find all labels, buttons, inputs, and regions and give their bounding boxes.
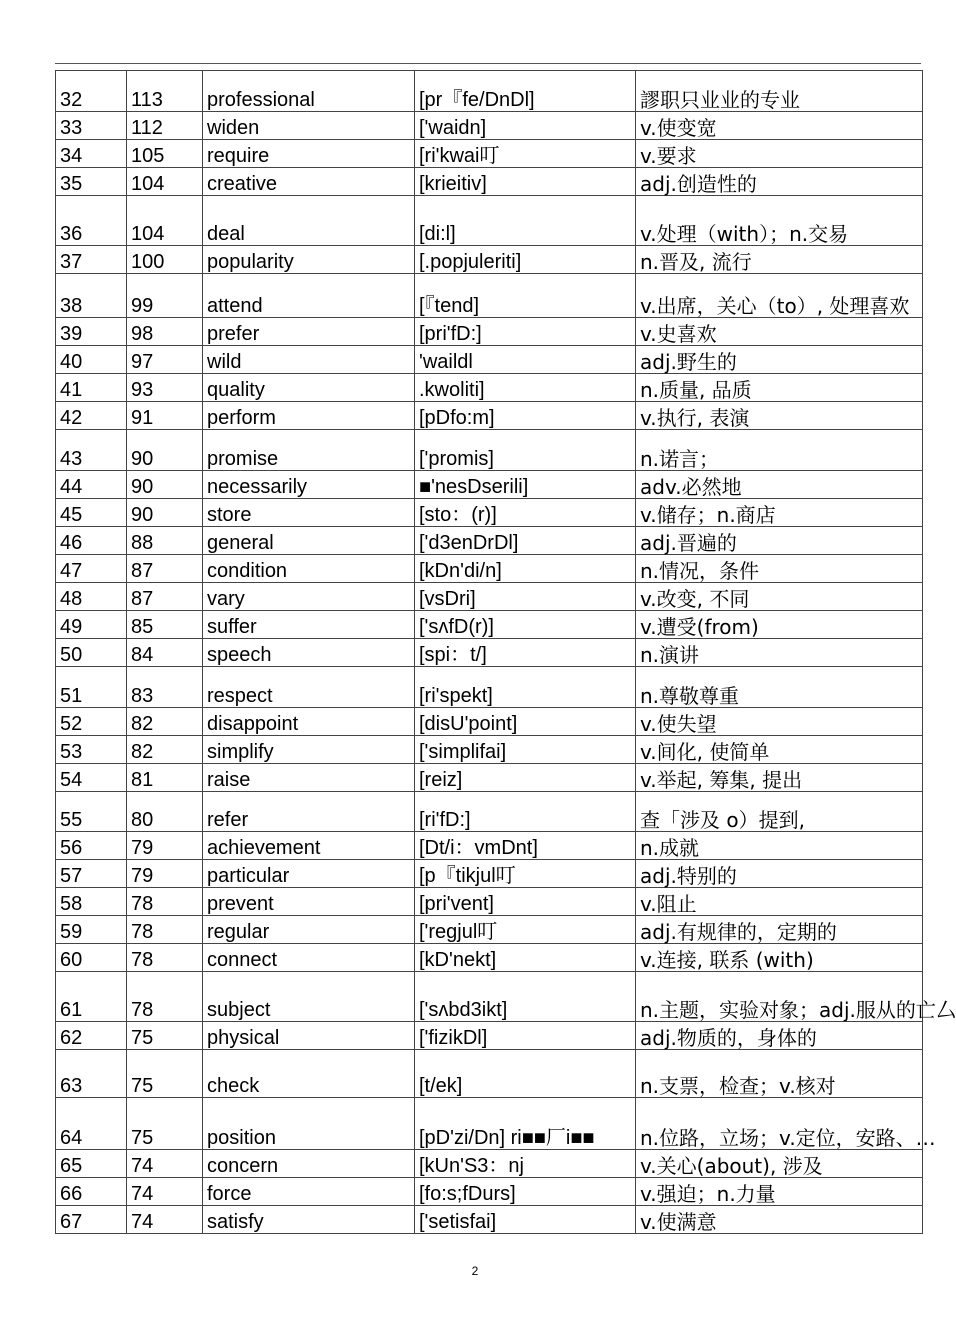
phonetic-cell: ['waidn] — [415, 112, 636, 140]
phonetic-cell: [ri'fD:] — [415, 792, 636, 832]
definition-cell: n.质量, 品质 — [636, 374, 923, 402]
frequency-cell: 104 — [127, 196, 203, 246]
table-row — [56, 196, 923, 246]
row-number-cell: 66 — [56, 1178, 127, 1206]
phonetic-cell: [pri'vent] — [415, 888, 636, 916]
frequency-cell: 90 — [127, 430, 203, 471]
table-row — [56, 1206, 923, 1234]
frequency-cell: 90 — [127, 471, 203, 499]
definition-cell: adv.必然地 — [636, 471, 923, 499]
word-cell: subject — [203, 972, 415, 1022]
frequency-cell: 74 — [127, 1150, 203, 1178]
phonetic-cell: ['simplifai] — [415, 736, 636, 764]
word-cell: attend — [203, 274, 415, 318]
phonetic-cell: ['setisfai] — [415, 1206, 636, 1234]
table-row — [56, 667, 923, 708]
word-cell: concern — [203, 1150, 415, 1178]
row-number-cell: 58 — [56, 888, 127, 916]
word-cell: professional — [203, 71, 415, 112]
row-number-cell: 65 — [56, 1150, 127, 1178]
phonetic-cell: [vsDri] — [415, 583, 636, 611]
table-row — [56, 944, 923, 972]
word-cell: simplify — [203, 736, 415, 764]
word-cell: prevent — [203, 888, 415, 916]
table-row — [56, 71, 923, 112]
row-number-cell: 48 — [56, 583, 127, 611]
row-number-cell: 41 — [56, 374, 127, 402]
frequency-cell: 80 — [127, 792, 203, 832]
word-cell: popularity — [203, 246, 415, 274]
word-cell: raise — [203, 764, 415, 792]
table-row — [56, 583, 923, 611]
table-row — [56, 832, 923, 860]
row-number-cell: 54 — [56, 764, 127, 792]
word-cell: satisfy — [203, 1206, 415, 1234]
definition-cell: n.主题，实验对象；adj.服从的亡厶 — [636, 972, 923, 1022]
phonetic-cell: [spi：t/] — [415, 639, 636, 667]
phonetic-cell: ['regjul叮 — [415, 916, 636, 944]
row-number-cell: 52 — [56, 708, 127, 736]
word-cell: widen — [203, 112, 415, 140]
word-cell: general — [203, 527, 415, 555]
definition-cell: v.储存；n.商店 — [636, 499, 923, 527]
frequency-cell: 99 — [127, 274, 203, 318]
word-cell: achievement — [203, 832, 415, 860]
phonetic-cell: [fo:s;fDurs] — [415, 1178, 636, 1206]
row-number-cell: 51 — [56, 667, 127, 708]
definition-cell: n.位路，立场；v.定位，安路、… — [636, 1098, 923, 1150]
phonetic-cell: [『tend] — [415, 274, 636, 318]
table-row — [56, 402, 923, 430]
definition-cell: v.关心(about), 涉及 — [636, 1150, 923, 1178]
word-cell: creative — [203, 168, 415, 196]
table-row — [56, 246, 923, 274]
row-number-cell: 49 — [56, 611, 127, 639]
word-cell: position — [203, 1098, 415, 1150]
word-cell: necessarily — [203, 471, 415, 499]
word-cell: particular — [203, 860, 415, 888]
word-cell: condition — [203, 555, 415, 583]
frequency-cell: 105 — [127, 140, 203, 168]
definition-cell: adj.晋遍的 — [636, 527, 923, 555]
phonetic-cell: [reiz] — [415, 764, 636, 792]
table-row — [56, 1098, 923, 1150]
frequency-cell: 104 — [127, 168, 203, 196]
phonetic-cell: ['fizikDl] — [415, 1022, 636, 1050]
word-cell: physical — [203, 1022, 415, 1050]
word-cell: promise — [203, 430, 415, 471]
frequency-cell: 78 — [127, 972, 203, 1022]
definition-cell: adj.物质的，身体的 — [636, 1022, 923, 1050]
definition-cell: n.支票，检查；v.核对 — [636, 1050, 923, 1098]
frequency-cell: 97 — [127, 346, 203, 374]
table-row — [56, 430, 923, 471]
table-row — [56, 1022, 923, 1050]
table-row — [56, 140, 923, 168]
frequency-cell: 74 — [127, 1178, 203, 1206]
table-row — [56, 792, 923, 832]
table-row — [56, 471, 923, 499]
definition-cell: v.间化, 使简单 — [636, 736, 923, 764]
frequency-cell: 78 — [127, 888, 203, 916]
definition-cell: v.使满意 — [636, 1206, 923, 1234]
row-number-cell: 32 — [56, 71, 127, 112]
row-number-cell: 56 — [56, 832, 127, 860]
phonetic-cell: [krieitiv] — [415, 168, 636, 196]
definition-cell: 查「涉及 o）提到, — [636, 792, 923, 832]
frequency-cell: 78 — [127, 916, 203, 944]
vocabulary-table-body — [56, 71, 956, 1234]
word-cell: perform — [203, 402, 415, 430]
row-number-cell: 59 — [56, 916, 127, 944]
phonetic-cell: ['sʌbd3ikt] — [415, 972, 636, 1022]
definition-cell: v.举起, 筹集, 提出 — [636, 764, 923, 792]
phonetic-cell: .kwoliti] — [415, 374, 636, 402]
frequency-cell: 85 — [127, 611, 203, 639]
word-cell: regular — [203, 916, 415, 944]
frequency-cell: 112 — [127, 112, 203, 140]
row-number-cell: 38 — [56, 274, 127, 318]
frequency-cell: 98 — [127, 318, 203, 346]
definition-cell: n.尊敬尊重 — [636, 667, 923, 708]
row-number-cell: 57 — [56, 860, 127, 888]
table-row — [56, 527, 923, 555]
row-number-cell: 42 — [56, 402, 127, 430]
phonetic-cell: [p『tikjul叮 — [415, 860, 636, 888]
word-cell: require — [203, 140, 415, 168]
frequency-cell: 93 — [127, 374, 203, 402]
definition-cell: adj.创造性的 — [636, 168, 923, 196]
table-row — [56, 916, 923, 944]
table-row — [56, 112, 923, 140]
word-cell: respect — [203, 667, 415, 708]
vocabulary-table — [55, 70, 956, 1234]
frequency-cell: 82 — [127, 708, 203, 736]
page-number: 2 — [471, 1264, 479, 1278]
table-row — [56, 611, 923, 639]
definition-cell: v.阻止 — [636, 888, 923, 916]
definition-cell: n.晋及, 流行 — [636, 246, 923, 274]
definition-cell: n.诺言； — [636, 430, 923, 471]
word-cell: wild — [203, 346, 415, 374]
row-number-cell: 39 — [56, 318, 127, 346]
phonetic-cell: [pri'fD:] — [415, 318, 636, 346]
table-row — [56, 736, 923, 764]
definition-cell: v.连接, 联系 (with) — [636, 944, 923, 972]
definition-cell: 謬职只业业的专业 — [636, 71, 923, 112]
phonetic-cell: [disU'point] — [415, 708, 636, 736]
row-number-cell: 47 — [56, 555, 127, 583]
frequency-cell: 82 — [127, 736, 203, 764]
phonetic-cell: ['promis] — [415, 430, 636, 471]
word-cell: check — [203, 1050, 415, 1098]
word-cell: store — [203, 499, 415, 527]
phonetic-cell: [.popjuleriti] — [415, 246, 636, 274]
row-number-cell: 53 — [56, 736, 127, 764]
row-number-cell: 62 — [56, 1022, 127, 1050]
frequency-cell: 87 — [127, 555, 203, 583]
definition-cell: n.情况，条件 — [636, 555, 923, 583]
frequency-cell: 79 — [127, 832, 203, 860]
definition-cell: n.成就 — [636, 832, 923, 860]
phonetic-cell: [Dt/i：vmDnt] — [415, 832, 636, 860]
phonetic-cell: [di:l] — [415, 196, 636, 246]
word-cell: disappoint — [203, 708, 415, 736]
row-number-cell: 46 — [56, 527, 127, 555]
frequency-cell: 78 — [127, 944, 203, 972]
phonetic-cell: [sto：(r)] — [415, 499, 636, 527]
definition-cell: v.改变, 不同 — [636, 583, 923, 611]
row-number-cell: 45 — [56, 499, 127, 527]
phonetic-cell: [ri'spekt] — [415, 667, 636, 708]
table-row — [56, 1178, 923, 1206]
frequency-cell: 113 — [127, 71, 203, 112]
phonetic-cell: [kD'nekt] — [415, 944, 636, 972]
frequency-cell: 100 — [127, 246, 203, 274]
table-row — [56, 888, 923, 916]
definition-cell: v.处理（with）；n.交易 — [636, 196, 923, 246]
phonetic-cell: [pDfo:m] — [415, 402, 636, 430]
definition-cell: v.出席，关心（to）, 处理喜欢 — [636, 274, 923, 318]
phonetic-cell: [ri'kwai叮 — [415, 140, 636, 168]
top-rule — [55, 63, 921, 64]
frequency-cell: 74 — [127, 1206, 203, 1234]
row-number-cell: 55 — [56, 792, 127, 832]
word-cell: deal — [203, 196, 415, 246]
definition-cell: v.史喜欢 — [636, 318, 923, 346]
table-row — [56, 764, 923, 792]
frequency-cell: 88 — [127, 527, 203, 555]
table-row — [56, 374, 923, 402]
word-cell: speech — [203, 639, 415, 667]
phonetic-cell: [kUn'S3：nj — [415, 1150, 636, 1178]
row-number-cell: 33 — [56, 112, 127, 140]
frequency-cell: 91 — [127, 402, 203, 430]
table-row — [56, 346, 923, 374]
word-cell: force — [203, 1178, 415, 1206]
table-row — [56, 1150, 923, 1178]
definition-cell: v.强迫；n.力量 — [636, 1178, 923, 1206]
phonetic-cell: ['sʌfD(r)] — [415, 611, 636, 639]
row-number-cell: 40 — [56, 346, 127, 374]
frequency-cell: 75 — [127, 1022, 203, 1050]
word-cell: refer — [203, 792, 415, 832]
frequency-cell: 83 — [127, 667, 203, 708]
frequency-cell: 81 — [127, 764, 203, 792]
frequency-cell: 75 — [127, 1050, 203, 1098]
table-row — [56, 1050, 923, 1098]
table-row — [56, 972, 923, 1022]
word-cell: suffer — [203, 611, 415, 639]
table-row — [56, 639, 923, 667]
definition-cell: n.演讲 — [636, 639, 923, 667]
definition-cell: adj.有规律的，定期的 — [636, 916, 923, 944]
frequency-cell: 87 — [127, 583, 203, 611]
definition-cell: v.执行, 表演 — [636, 402, 923, 430]
phonetic-cell: ■'nesDserili] — [415, 471, 636, 499]
table-row — [56, 499, 923, 527]
table-row — [56, 708, 923, 736]
row-number-cell: 67 — [56, 1206, 127, 1234]
definition-cell: v.使失望 — [636, 708, 923, 736]
row-number-cell: 34 — [56, 140, 127, 168]
row-number-cell: 64 — [56, 1098, 127, 1150]
row-number-cell: 36 — [56, 196, 127, 246]
word-cell: prefer — [203, 318, 415, 346]
definition-cell: v.使变宽 — [636, 112, 923, 140]
row-number-cell: 60 — [56, 944, 127, 972]
table-row — [56, 555, 923, 583]
frequency-cell: 84 — [127, 639, 203, 667]
definition-cell: v.要求 — [636, 140, 923, 168]
phonetic-cell: 'waildl — [415, 346, 636, 374]
frequency-cell: 79 — [127, 860, 203, 888]
frequency-cell: 90 — [127, 499, 203, 527]
phonetic-cell: [t/ek] — [415, 1050, 636, 1098]
row-number-cell: 61 — [56, 972, 127, 1022]
definition-cell: adj.特别的 — [636, 860, 923, 888]
definition-cell: adj.野生的 — [636, 346, 923, 374]
definition-cell: v.遭受(from) — [636, 611, 923, 639]
table-row — [56, 168, 923, 196]
row-number-cell: 44 — [56, 471, 127, 499]
frequency-cell: 75 — [127, 1098, 203, 1150]
word-cell: connect — [203, 944, 415, 972]
table-row — [56, 318, 923, 346]
row-number-cell: 43 — [56, 430, 127, 471]
table-row — [56, 274, 923, 318]
phonetic-cell: [pD'zi/Dn] ri■■厂i■■ — [415, 1098, 636, 1150]
phonetic-cell: ['d3enDrDl] — [415, 527, 636, 555]
table-row — [56, 860, 923, 888]
row-number-cell: 37 — [56, 246, 127, 274]
word-cell: vary — [203, 583, 415, 611]
phonetic-cell: [pr『fe/DnDl] — [415, 71, 636, 112]
row-number-cell: 35 — [56, 168, 127, 196]
phonetic-cell: [kDn'di/n] — [415, 555, 636, 583]
row-number-cell: 50 — [56, 639, 127, 667]
row-number-cell: 63 — [56, 1050, 127, 1098]
word-cell: quality — [203, 374, 415, 402]
